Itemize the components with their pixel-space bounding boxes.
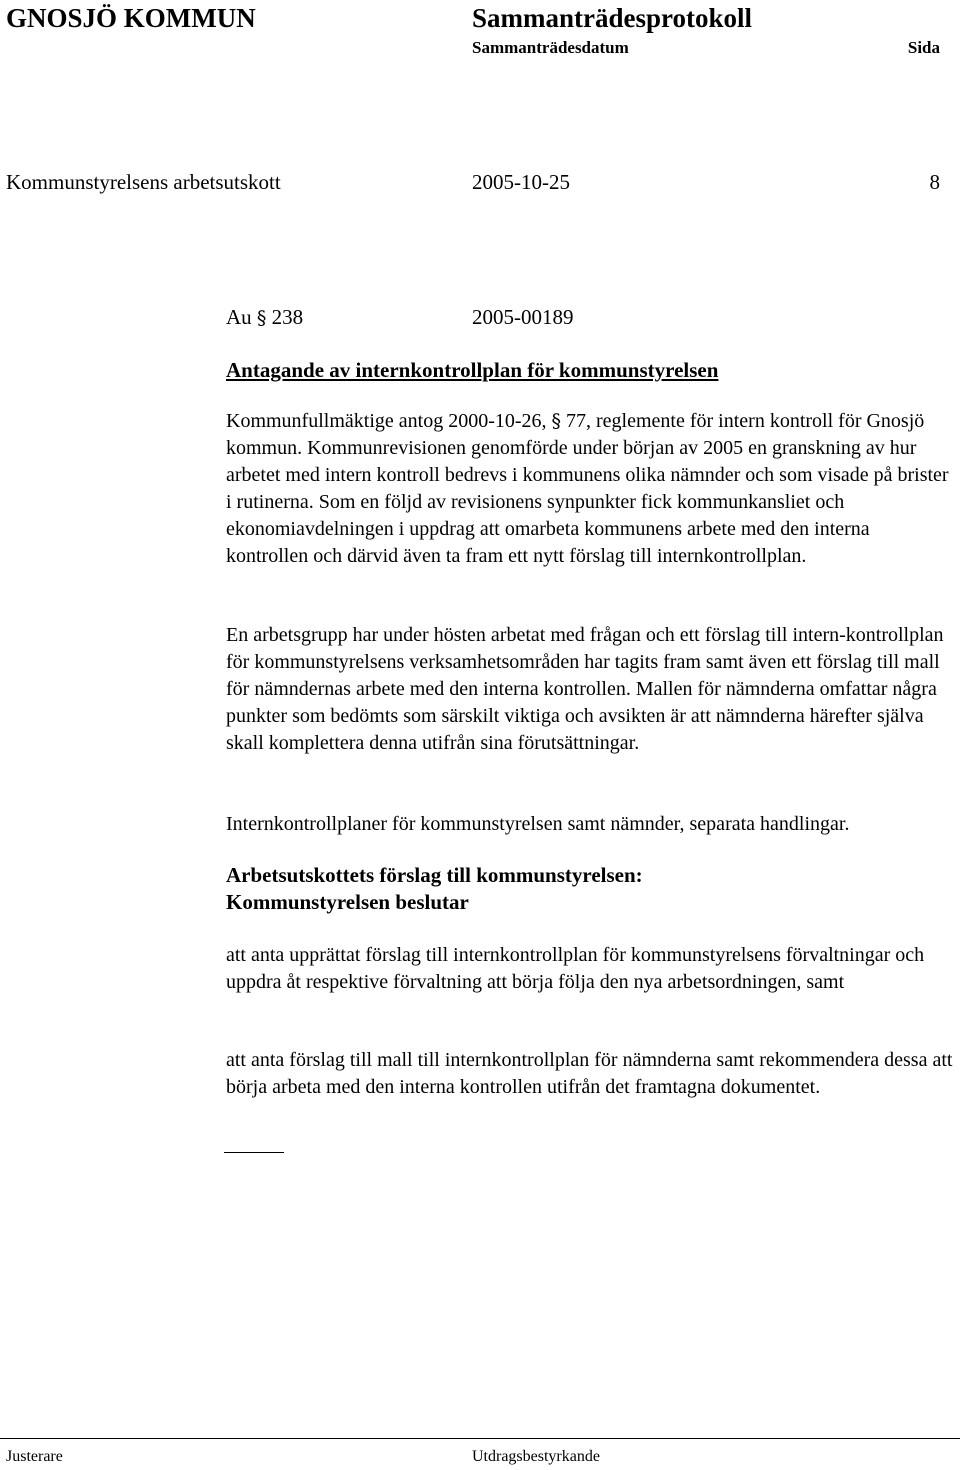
paragraph-background: Kommunfullmäktige antog 2000-10-26, § 77, reglemente för intern kontroll för Gnosjö kommun. Kommunrevisionen genomförde under början av 2005 en granskning av hur arbetet med intern kontroll bedrevs i kommunens olika nämnder och som visade på brister i rutinerna. Som en följd av revisionens synpunkter fick kommunkansliet och ekonomiavdelningen i uppdrag att omarbeta kommunens arbete med den interna kontrollen och därvid även ta fram ett nytt förslag till internkontrollplan. (226, 410, 949, 567)
paragraph-working-group: En arbetsgrupp har under hösten arbetat med frågan och ett förslag till intern-kontrollplan för kommunstyrelsens verksamhetsområden har tagits fram samt även ett förslag till mall för nämndernas arbete med den interna kontrollen. Mallen för nämnderna omfattar några punkter som bedömts som särskilt viktiga och avsikten är att nämnderna härefter själva skall komplettera denna utifrån sina förutsättningar. (226, 624, 944, 754)
decision-item-1: att anta upprättat förslag till internkontrollplan för kommunstyrelsens förvaltningar och uppdra åt respektive förvaltning att börja följa den nya arbetsordningen, samt (226, 944, 925, 993)
case-number: 2005-00189 (472, 305, 574, 329)
certifier-label: Utdragsbestyrkande (472, 1448, 600, 1465)
decision-item-2: att anta förslag till mall till internkontrollplan för nämnderna samt rekommendera dessa att börja arbeta med den interna kontrollen utifrån det framtagna dokumentet. (226, 1049, 953, 1098)
paragraph-attachments: Internkontrollplaner för kommunstyrelsen samt nämnder, separata handlingar. (226, 813, 850, 835)
adjuster-label: Justerare (6, 1448, 63, 1465)
footer-rule (0, 1438, 960, 1439)
paragraph-prefix: Au (226, 305, 252, 329)
document-type: Sammanträdesprotokoll (472, 3, 753, 33)
page-number: 8 (929, 170, 940, 194)
meeting-date: 2005-10-25 (472, 170, 570, 194)
section-sign-icon: § (551, 410, 562, 432)
body-name: Kommunstyrelsens arbetsutskott (6, 170, 281, 194)
section-sign-icon: § (256, 307, 267, 329)
municipality-name: GNOSJÖ KOMMUN (6, 3, 256, 33)
paragraph-reference (226, 305, 303, 330)
paragraph-number: 238 (271, 305, 304, 329)
end-rule (224, 1152, 284, 1153)
matter-title: Antagande av internkontrollplan för kommunstyrelsen (226, 358, 719, 382)
date-label: Sammanträdesdatum (472, 38, 629, 57)
proposal-heading: Arbetsutskottets förslag till kommunstyrelsen: (226, 863, 643, 887)
page-label: Sida (907, 38, 940, 57)
decision-heading: Kommunstyrelsen beslutar (226, 890, 469, 914)
